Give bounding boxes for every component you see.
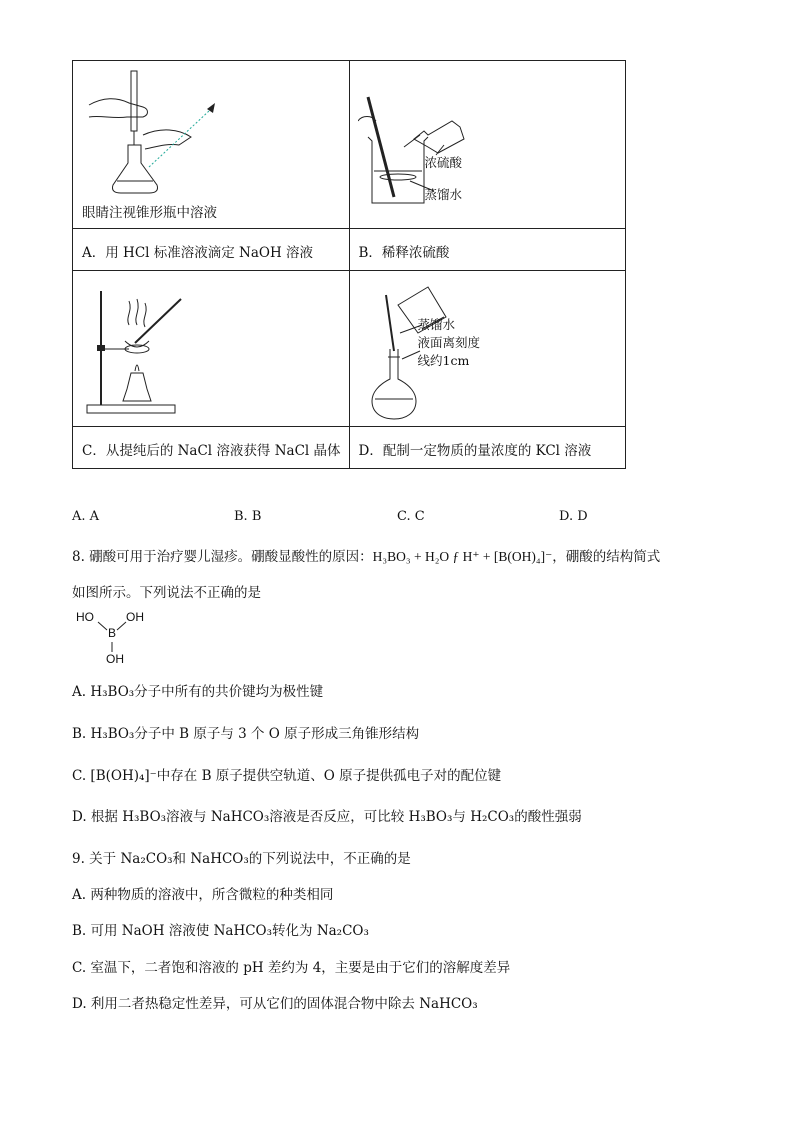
cell-a-figure <box>73 61 350 229</box>
q8-option-c: C. [B(OH)₄]⁻中存在 B 原子提供空轨道、O 原子提供孤电子对的配位键 <box>72 768 502 784</box>
q8-stem-post: ，硼酸的结构简式 <box>552 549 661 565</box>
cell-a-caption: 眼睛注视锥形瓶中溶液 <box>82 205 217 221</box>
q8-stem-line2: 如图所示。下列说法不正确的是 <box>72 585 261 601</box>
q9-option-c: C. 室温下，二者饱和溶液的 pH 差约为 4，主要是由于它们的溶解度差异 <box>72 960 511 976</box>
q9-option-a: A. 两种物质的溶液中，所含微粒的种类相同 <box>72 887 334 903</box>
q7-option-d: D. D <box>559 509 588 524</box>
row2-right-label: D．配制一定物质的量浓度的 KCl 溶液 <box>358 443 592 459</box>
row1-left-label: A．用 HCl 标准溶液滴定 NaOH 溶液 <box>82 245 314 261</box>
cell-d-figure <box>349 271 626 427</box>
q8-option-d: D. 根据 H₃BO₃溶液与 NaHCO₃溶液是否反应，可比较 H₃BO₃与 H₂CO₃的酸性强弱 <box>72 809 582 825</box>
q7-option-c: C. C <box>397 509 425 524</box>
q7-option-b: B. B <box>234 509 262 524</box>
q8-equation: H₃BO₃ + H₂O ƒ H⁺ + [B(OH)₄]⁻ <box>372 549 553 564</box>
experiment-table <box>72 60 626 469</box>
q8-option-a: A. H₃BO₃分子中所有的共价键均为极性键 <box>72 684 324 700</box>
struct-b: B <box>108 626 117 640</box>
cell-c-label <box>73 427 350 469</box>
row2-left-label: C．从提纯后的 NaCl 溶液获得 NaCl 晶体 <box>82 443 341 459</box>
q8-stem-line1 <box>72 545 660 565</box>
structure-bonds <box>76 610 156 668</box>
titration-figure <box>83 67 263 197</box>
q7-option-a: A. A <box>72 509 100 524</box>
q8-option-b: B. H₃BO₃分子中 B 原子与 3 个 O 原子形成三角锥形结构 <box>72 726 420 742</box>
cell-b-label <box>349 229 626 271</box>
cell-a-label <box>73 229 350 271</box>
cell-d-label <box>349 427 626 469</box>
q9-option-b: B. 可用 NaOH 溶液使 NaHCO₃转化为 Na₂CO₃ <box>72 923 369 939</box>
label-level-1: 液面离刻度 <box>417 335 481 350</box>
label-conc-acid: 浓硫酸 <box>424 155 463 170</box>
label-water-b: 蒸馏水 <box>424 187 463 202</box>
struct-oh-left: HO <box>76 610 94 624</box>
label-water-d: 蒸馏水 <box>417 317 456 332</box>
struct-oh-bottom: OH <box>106 652 124 666</box>
cell-c-figure <box>73 271 350 427</box>
boric-acid-structure <box>76 610 156 668</box>
struct-oh-right: OH <box>126 610 144 624</box>
cell-b-figure <box>349 61 626 229</box>
row1-right-label: B．稀释浓硫酸 <box>358 245 450 261</box>
q8-stem-pre: 8. 硼酸可用于治疗婴儿湿疹。硼酸显酸性的原因： <box>72 549 373 565</box>
evaporation-figure <box>85 285 205 417</box>
q9-stem: 9. 关于 Na₂CO₃和 NaHCO₃的下列说法中，不正确的是 <box>72 851 411 867</box>
q9-option-d: D. 利用二者热稳定性差异，可从它们的固体混合物中除去 NaHCO₃ <box>72 996 478 1012</box>
label-level-2: 线约1cm <box>417 353 470 368</box>
